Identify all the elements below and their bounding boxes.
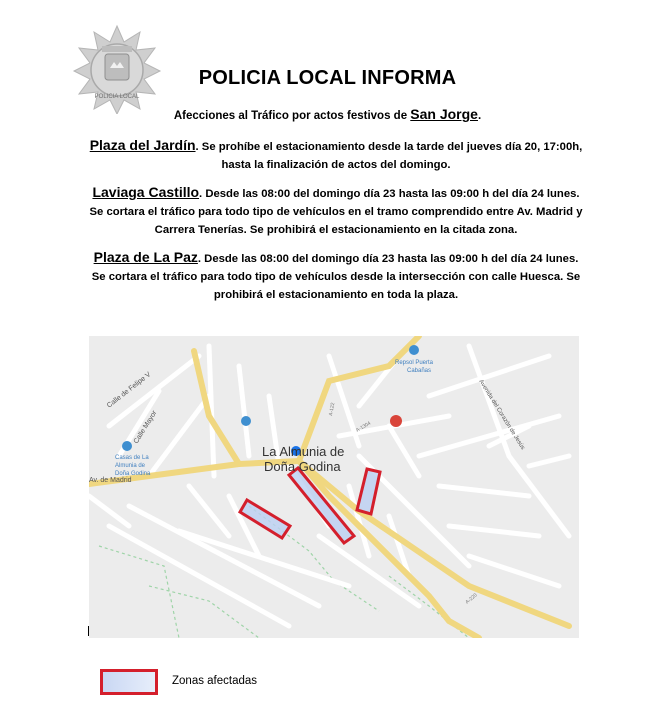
street-label: Av. de Madrid [89, 477, 132, 484]
notice-plaza-jardin [86, 136, 586, 174]
notice-text: . Desde las 08:00 del domingo día 23 hasta las 09:00 h del día 24 lunes. Se cortara el tráfico para todo tipo de vehículos en el tramo comprendido entre Av. Madrid y Carrera Tenerías. Se prohibirá el estacionamiento en la citada zona. [89, 188, 583, 236]
page-title: POLICIA LOCAL INFORMA [198, 67, 457, 89]
street-label: Calle Mayor [132, 409, 159, 446]
poi-label: Casas de La [115, 455, 149, 461]
notice-text: . Desde las 08:00 del domingo día 23 hasta las 09:00 h del día 24 lunes. Se cortara el tráfico para todo tipo de vehículos desde la intersección con calle Huesca. Se prohibirá el estacionamiento en toda la plaza. [91, 253, 581, 301]
building-icon [122, 441, 132, 451]
street-label: Avenida del Corazón de Jesús [477, 378, 526, 451]
pharmacy-icon [390, 415, 402, 427]
subtitle [0, 106, 655, 122]
legend-label: Zonas afectadas [172, 675, 258, 687]
poi-label: Repsol Puerta [395, 360, 434, 366]
notice-place: Plaza del Jardín [89, 137, 196, 153]
notice-place: Laviaga Castillo [92, 184, 200, 200]
legend-swatch [100, 669, 158, 695]
street-label: Calle de Felipe V [105, 371, 153, 410]
notice-place: Plaza de La Paz [93, 249, 198, 265]
text-cursor [88, 626, 89, 636]
street-label: A-1304 [355, 420, 372, 434]
poi-icon [241, 416, 251, 426]
town-label: La Almunia de [262, 444, 345, 459]
fuel-icon [409, 345, 419, 355]
subtitle-highlight: San Jorge [410, 106, 478, 122]
badge-label: POLICIA LOCAL [94, 94, 140, 100]
poi-label: Cabañas [407, 368, 432, 374]
notice-laviaga-castillo [86, 183, 586, 239]
map-canvas [89, 336, 579, 638]
notice-text: . Se prohíbe el estacionamiento desde la tarde del jueves día 20, 17:00h, hasta la finalización de actos del domingo. [195, 141, 583, 171]
street-label: A-220 [464, 592, 479, 606]
street-map [89, 336, 579, 638]
subtitle-text: Afecciones al Tráfico por actos festivos de [173, 110, 411, 122]
poi-label: Almunia de [115, 463, 146, 469]
subtitle-end: . [477, 110, 482, 122]
notice-plaza-paz [86, 248, 586, 304]
poi-label: Doña Godina [115, 471, 151, 477]
street-label: A-122 [328, 402, 337, 417]
town-label: Doña Godina [264, 459, 341, 474]
